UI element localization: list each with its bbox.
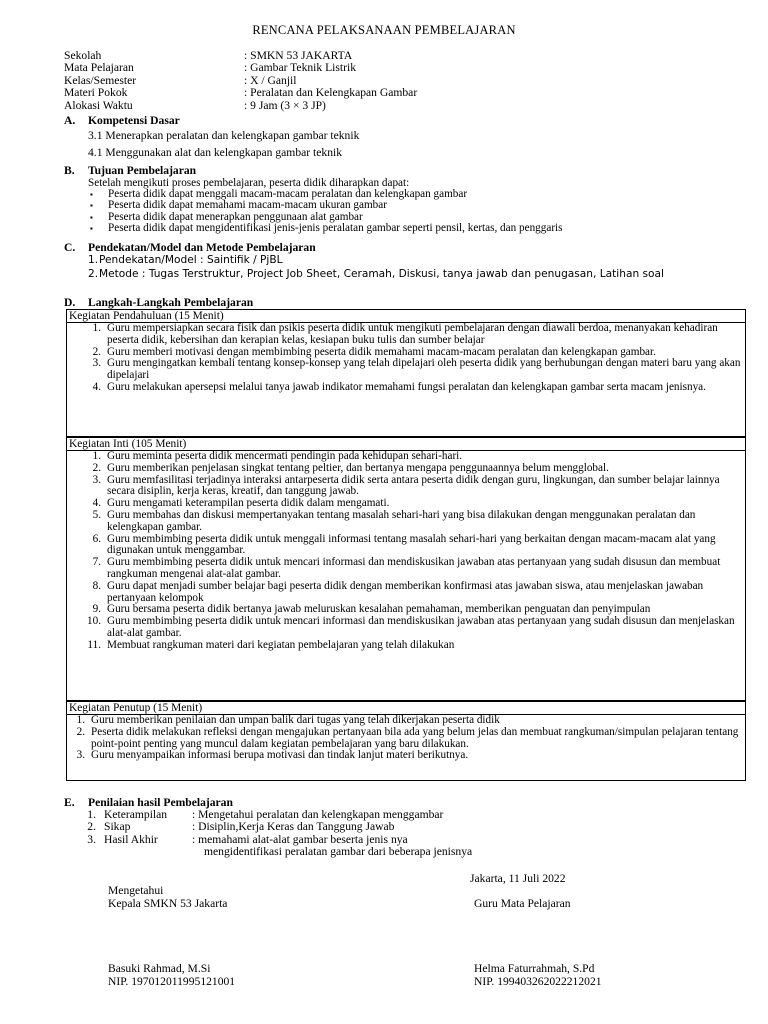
step-text: Guru meminta peserta didik mencermati pendingin pada kehidupan sehari-hari. xyxy=(107,450,463,462)
section-pendekatan xyxy=(64,241,754,281)
kd-item: 3.1 Menerapkan peralatan dan kelengkapan gambar teknik xyxy=(88,129,360,142)
list-item-text: Metode : Tugas Terstruktur, Project Job Sheet, Ceramah, Diskusi, tanya jawab dan penugasan, Latihan soal xyxy=(99,267,664,280)
objective-list xyxy=(64,189,754,235)
signature-right-name: Helma Faturrahmah, S.Pd xyxy=(474,962,595,975)
section-title: Langkah-Langkah Pembelajaran xyxy=(88,296,254,309)
list-number: 2. xyxy=(88,267,99,280)
identity-label: Sekolah xyxy=(64,49,102,62)
identity-value: : 9 Jam (3 × 3 JP) xyxy=(244,98,326,112)
step-text: Guru bersama peserta didik bertanya jawab meluruskan kesalahan pemahaman, memberikan penguatan dan penyimpulan xyxy=(107,603,651,616)
assessment-label: Keterampilan xyxy=(104,808,168,821)
list-number: 1. xyxy=(87,808,96,821)
identity-value: : Peralatan dan Kelengkapan Gambar xyxy=(244,86,418,100)
step-number: 2. xyxy=(92,461,101,474)
step-number: 2. xyxy=(92,345,101,358)
step-text: Guru memfasilitasi terjadinya interaksi antarpeserta didik serta antara peserta didik dengan guru, lingkungan, dan sumber belajar lainnya secara disiplin, kerja keras, kreatif, dan tanggung jawab. xyxy=(107,473,720,498)
section-heading xyxy=(64,164,754,177)
section-letter: E. xyxy=(64,796,75,809)
identity-row xyxy=(64,87,744,99)
assessment-list xyxy=(64,809,664,859)
assessment-label: Hasil Akhir xyxy=(104,832,158,846)
document-title: RENCANA PELAKSANAAN PEMBELAJARAN xyxy=(252,23,516,37)
step-item xyxy=(67,616,745,640)
assessment-value: : Mengetahui peralatan dan kelengkapan menggambar xyxy=(192,808,444,821)
step-number: 6. xyxy=(92,532,101,545)
bullet-icon: ▪ xyxy=(90,201,93,211)
identity-row xyxy=(64,50,744,62)
step-text: Guru memberi motivasi dengan membimbing peserta didik memahami macam-macam peralatan dan kelengkapan gambar. xyxy=(107,345,656,358)
step-number: 4. xyxy=(92,380,101,393)
section-letter: B. xyxy=(64,164,75,177)
identity-label: Mata Pelajaran xyxy=(64,61,134,75)
step-item xyxy=(67,557,745,581)
list-item xyxy=(64,821,664,833)
signature-right-nip: NIP. 199403262022212021 xyxy=(474,975,602,988)
list-number: 2. xyxy=(87,820,96,834)
step-text: Peserta didik melakukan refleksi dengan mengajukan pertanyaan bila ada yang belum jelas dan membuat rangkuman/simpulan pelajaran tentang point-point penting yang muncul dalam kegiatan pembelajaran yang baru dilakukan. xyxy=(91,725,739,750)
step-number: 3. xyxy=(76,749,85,762)
identity-value: : Gambar Teknik Listrik xyxy=(244,61,356,75)
step-number: 1. xyxy=(76,714,85,726)
step-text: Guru memberikan penilaian dan umpan balik dari tugas yang telah dikerjakan peserta didik xyxy=(91,714,500,726)
step-item xyxy=(67,382,745,394)
activity-box-opening xyxy=(66,309,746,437)
step-text: Guru membimbing peserta didik untuk menggali informasi tentang masalah sehari-hari yang berkaitan dengan macam-macam alat yang digunakan untuk menggambar. xyxy=(107,532,716,557)
step-item xyxy=(67,727,745,751)
section-letter: D. xyxy=(64,296,76,309)
signature-right-line2: Guru Mata Pelajaran xyxy=(474,897,571,910)
identity-block xyxy=(64,50,744,112)
step-item xyxy=(67,581,745,605)
identity-label: Materi Pokok xyxy=(64,86,128,100)
identity-row xyxy=(64,62,744,74)
bullet-icon: ▪ xyxy=(90,212,93,222)
spacer xyxy=(64,846,204,858)
identity-value: : X / Ganjil xyxy=(244,73,297,87)
activity-box-core xyxy=(66,437,746,701)
step-number: 2. xyxy=(76,725,85,738)
step-text: Guru menyampaikan informasi berupa motivasi dan tindak lanjut materi berikutnya. xyxy=(91,749,469,762)
step-list xyxy=(67,715,745,762)
bullet-icon: ▪ xyxy=(90,224,93,234)
step-text: Guru mengingatkan kembali tentang konsep-konsep yang telah dipelajari oleh peserta didik yang berhubungan dengan materi baru yang akan dipelajari xyxy=(107,357,741,382)
identity-label: Kelas/Semester xyxy=(64,73,137,87)
step-item xyxy=(67,534,745,558)
step-item xyxy=(67,323,745,347)
step-number: 4. xyxy=(92,497,101,510)
step-number: 3. xyxy=(92,473,101,486)
step-number: 1. xyxy=(92,450,101,462)
step-text: Guru mengamati keterampilan peserta didik dalam mengamati. xyxy=(107,497,390,510)
activity-title: Kegiatan Pendahuluan (15 Menit) xyxy=(67,310,745,323)
place-date: Jakarta, 11 Juli 2022 xyxy=(470,872,566,885)
list-item xyxy=(64,268,754,282)
step-item xyxy=(67,463,745,475)
list-item xyxy=(64,254,754,268)
step-number: 1. xyxy=(92,322,101,334)
step-item xyxy=(67,640,745,652)
section-title: Tujuan Pembelajaran xyxy=(88,164,197,177)
list-item-text: Peserta didik dapat menerapkan penggunaan alat gambar xyxy=(108,210,363,223)
section-letter: A. xyxy=(64,114,76,127)
section-title: Kompetensi Dasar xyxy=(88,114,180,127)
step-number: 7. xyxy=(92,556,101,569)
step-text: Membuat rangkuman materi dari kegiatan pembelajaran yang telah dilakukan xyxy=(107,638,455,651)
step-item xyxy=(67,475,745,499)
step-list xyxy=(67,323,745,394)
step-text: Guru melakukan apersepsi melalui tanya jawab indikator memahami fungsi peralatan dan kelengkapan gambar serta macam jenisnya. xyxy=(107,380,706,393)
section-letter: C. xyxy=(64,241,76,254)
kd-item: 4.1 Menggunakan alat dan kelengkapan gambar teknik xyxy=(88,146,343,159)
signature-left-line1: Mengetahui xyxy=(108,884,164,897)
step-number: 9. xyxy=(92,603,101,616)
step-text: Guru dapat menjadi sumber belajar bagi peserta didik dengan memberikan konfirmasi atas jawaban siswa, atau menjelaskan jawaban pertanyaan kelompok xyxy=(107,579,704,604)
section-heading xyxy=(64,296,754,309)
list-item-text: Peserta didik dapat memahami macam-macam ukuran gambar xyxy=(108,199,387,212)
signature-left-line2: Kepala SMKN 53 Jakarta xyxy=(108,897,228,910)
assessment-label: Sikap xyxy=(104,820,131,834)
step-item xyxy=(67,750,745,762)
identity-value: : SMKN 53 JAKARTA xyxy=(244,49,353,62)
step-list xyxy=(67,451,745,652)
section-title: Penilaian hasil Pembelajaran xyxy=(88,796,233,809)
step-text: Guru mempersiapkan secara fisik dan psikis peserta didik untuk mengikuti pembelajaran dengan diawali berdoa, menanyakan kehadiran peserta didik, kebersihan dan kerapian kelas, kesiapan buku tulis dan sumber belajar xyxy=(107,322,718,346)
list-number: 3. xyxy=(87,832,96,846)
section-langkah xyxy=(64,296,754,309)
list-item-continuation xyxy=(64,846,664,858)
signature-left-name: Basuki Rahmad, M.Si xyxy=(108,962,211,975)
list-item-text: Peserta didik dapat menggali macam-macam peralatan dan kelengkapan gambar xyxy=(108,188,468,200)
step-item xyxy=(67,358,745,382)
assessment-value: : Disiplin,Kerja Keras dan Tanggung Jawab xyxy=(192,820,395,834)
section-heading xyxy=(64,241,754,254)
signature-left-nip: NIP. 197012011995121001 xyxy=(108,975,236,988)
step-text: Guru membimbing peserta didik untuk mencari informasi dan mendiskusikan jawaban atas pertanyaan yang sudah disusun dan membuat rangkuman mengenai alat-alat gambar. xyxy=(107,556,721,580)
section-heading xyxy=(64,114,754,127)
section-intro: Setelah mengikuti proses pembelajaran, peserta didik diharapkan dapat: xyxy=(88,177,410,189)
step-number: 10. xyxy=(87,615,101,628)
step-number: 3. xyxy=(92,357,101,370)
section-tujuan-pembelajaran xyxy=(64,164,754,235)
step-text: Guru memberikan penjelasan singkat tentang peltier, dan bertanya mengapa penggunaannya belum mengglobal. xyxy=(107,461,609,474)
step-text: Guru membimbing peserta didik untuk mencari informasi dan mendiskusikan jawaban atas pertanyaan yang sudah disusun dan menjelaskan alat-alat gambar. xyxy=(107,615,735,639)
activity-title: Kegiatan Inti (105 Menit) xyxy=(67,438,745,451)
activity-box-closing xyxy=(66,701,746,781)
assessment-value: mengidentifikasi peralatan gambar dari beberapa jenisnya xyxy=(204,845,473,859)
identity-label: Alokasi Waktu xyxy=(64,98,133,112)
step-number: 5. xyxy=(92,508,101,521)
step-number: 11. xyxy=(87,638,101,651)
identity-row xyxy=(64,100,744,112)
section-kompetensi-dasar xyxy=(64,114,754,161)
step-item xyxy=(67,510,745,534)
bullet-icon: ▪ xyxy=(90,190,93,199)
list-item xyxy=(88,223,754,234)
assessment-value: : memahami alat-alat gambar beserta jenis nya xyxy=(192,832,408,846)
list-item-text: Peserta didik dapat mengidentifikasi jenis-jenis peralatan gambar seperti pensil, kertas, dan penggaris xyxy=(108,222,563,235)
step-number: 8. xyxy=(92,579,101,592)
activity-title: Kegiatan Penutup (15 Menit) xyxy=(67,702,745,715)
section-title: Pendekatan/Model dan Metode Pembelajaran xyxy=(88,241,316,254)
list-number: 1. xyxy=(88,254,99,266)
step-text: Guru membahas dan diskusi mempertanyakan tentang masalah sehari-hari yang bisa dilakukan dengan menggunakan peralatan dan kelengkapan gambar. xyxy=(107,508,696,533)
list-item-text: Pendekatan/Model : Saintifik / PjBL xyxy=(99,254,283,266)
